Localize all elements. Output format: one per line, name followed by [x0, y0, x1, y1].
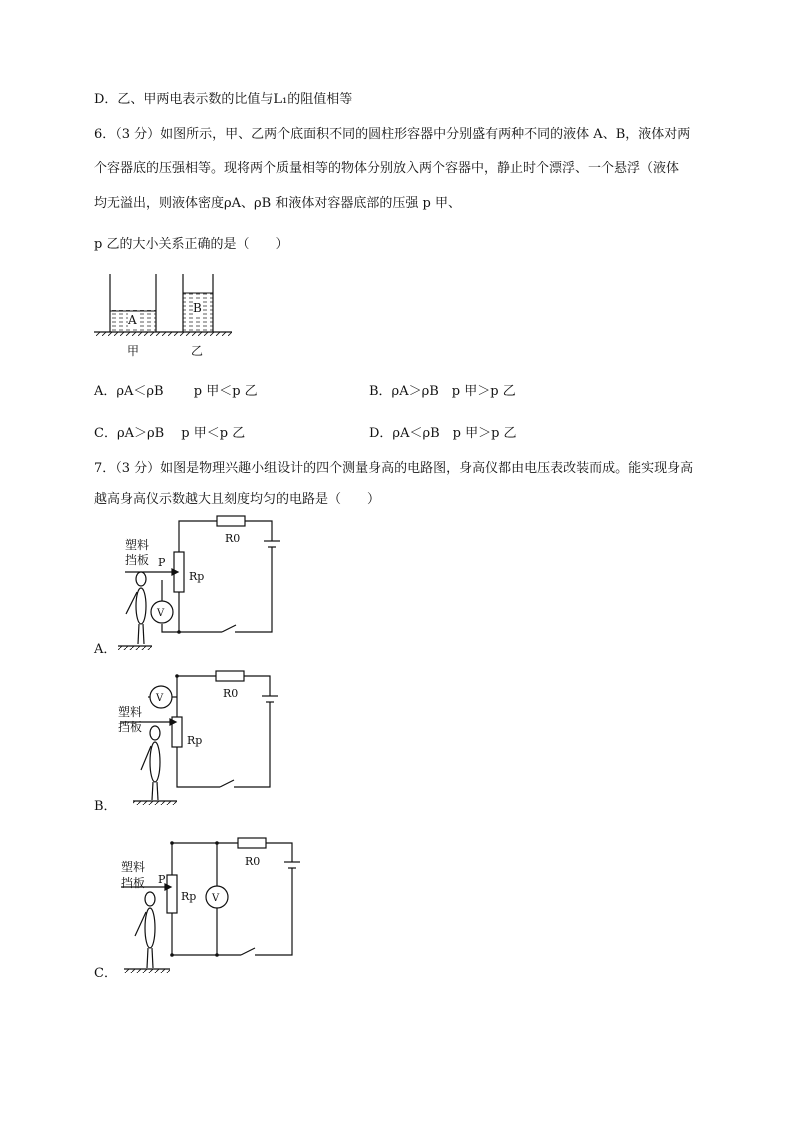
q7-option-c[interactable]: C． — [94, 966, 117, 981]
container-yi-label: 乙 — [191, 344, 204, 358]
r0-c-label: R0 — [245, 855, 261, 868]
q7-stem-line2: 越高身高仪示数越大且刻度均匀的电路是（ ） — [94, 492, 381, 507]
rp-c-label: Rp — [181, 890, 197, 903]
plastic-label-a: 塑料 — [125, 538, 150, 552]
voltmeter-c-label: V — [212, 893, 220, 904]
q7-stem-line1: 7．（3 分）如图是物理兴趣小组设计的四个测量身高的电路图，身高仪都由电压表改装而成。能实现身高 — [94, 461, 694, 476]
q5-option-d: D．乙、甲两电表示数的比值与L₁的阻值相等 — [94, 92, 353, 107]
q6-stem-line2: 个容器底的压强相等。现将两个质量相等的物体分别放入两个容器中，静止时个漂浮、一个悬浮（液体 — [94, 161, 680, 176]
rp-a-label: Rp — [189, 570, 205, 583]
board-label-a: 挡板 — [125, 553, 150, 567]
q7-option-a[interactable]: A． — [94, 642, 117, 657]
slider-c-label: P — [158, 873, 166, 886]
plastic-label-c: 塑料 — [121, 860, 146, 874]
q6-stem-line1: 6．（3 分）如图所示，甲、乙两个底面积不同的圆柱形容器中分别盛有两种不同的液体 A、B，液体对两 — [94, 127, 691, 142]
container-jia-label: 甲 — [127, 344, 140, 358]
r0-b-label: R0 — [223, 687, 239, 700]
voltmeter-b-label: V — [156, 693, 164, 704]
voltmeter-a-label: V — [157, 608, 165, 619]
q6-stem-line4: p 乙的大小关系正确的是（ ） — [94, 237, 289, 252]
board-label-b: 挡板 — [118, 720, 143, 734]
liquid-b-label: B — [193, 301, 202, 315]
plastic-label-b: 塑料 — [118, 705, 143, 719]
slider-a-label: P — [158, 556, 166, 569]
r0-a-label: R0 — [225, 532, 241, 545]
board-label-c: 挡板 — [121, 876, 146, 890]
q6-option-b[interactable]: B．ρA＞ρB p 甲＞p 乙 — [369, 384, 516, 399]
q6-option-d[interactable]: D．ρA＜ρB p 甲＞p 乙 — [369, 426, 517, 441]
liquid-a-label: A — [128, 313, 137, 327]
q6-option-a[interactable]: A．ρA＜ρB p 甲＜p 乙 — [94, 384, 258, 399]
q6-stem-line3: 均无溢出，则液体密度ρA、ρB 和液体对容器底部的压强 p 甲、 — [94, 196, 461, 211]
rp-b-label: Rp — [187, 734, 203, 747]
q7-option-b[interactable]: B． — [94, 799, 117, 814]
q6-option-c[interactable]: C．ρA＞ρB p 甲＜p 乙 — [94, 426, 246, 441]
